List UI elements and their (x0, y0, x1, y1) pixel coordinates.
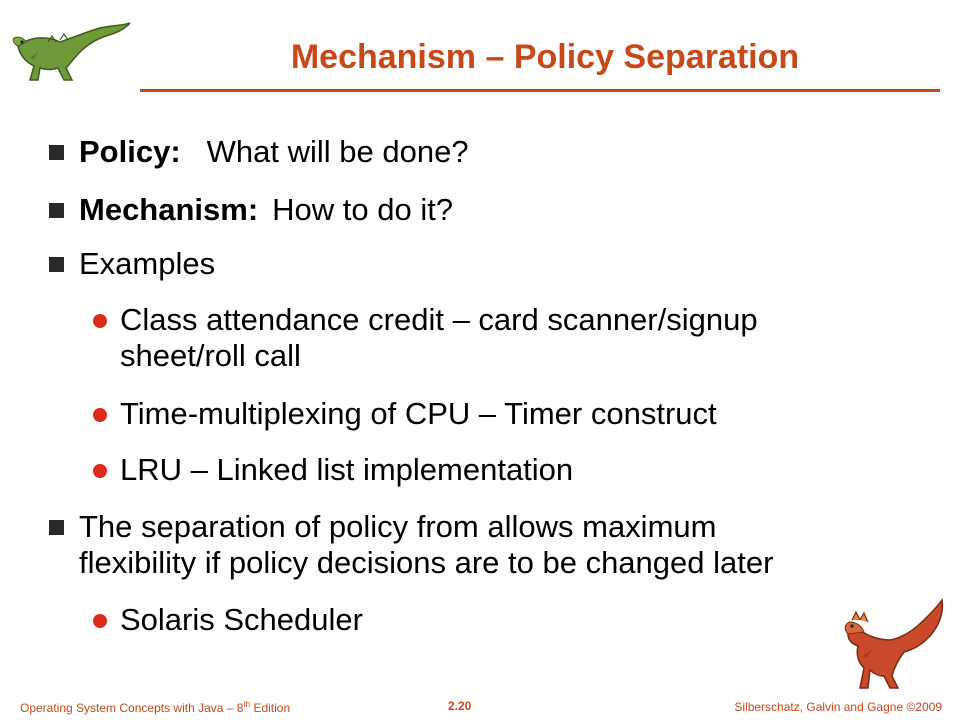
example-3-text: LRU – Linked list implementation (120, 452, 574, 487)
square-bullet-icon (49, 145, 64, 160)
square-bullet-icon (49, 520, 64, 535)
policy-text: What will be done? (206, 134, 469, 169)
example-1-line-2: sheet/roll call (120, 338, 301, 373)
footer-book-title: Operating System Concepts with Java – 8th Edition (20, 700, 291, 715)
example-2-text: Time-multiplexing of CPU – Timer construct (120, 396, 717, 431)
solaris-text: Solaris Scheduler (120, 602, 363, 637)
policy-label: Policy: (79, 134, 181, 169)
round-bullet-icon (93, 464, 107, 478)
square-bullet-icon (49, 203, 64, 218)
mechanism-text: How to do it? (272, 192, 454, 227)
mechanism-label: Mechanism: (79, 192, 259, 227)
separation-line-1: The separation of policy from allows maximum (79, 509, 717, 544)
examples-label: Examples (79, 246, 216, 281)
square-bullet-icon (49, 257, 64, 272)
round-bullet-icon (93, 314, 107, 328)
separation-line-2: flexibility if policy decisions are to be changed later (79, 545, 774, 580)
example-1-line-1: Class attendance credit – card scanner/signup (120, 302, 758, 337)
red-dinosaur-icon (838, 598, 948, 694)
footer-copyright: Silberschatz, Galvin and Gagne ©2009 (734, 700, 942, 714)
footer-page-number: 2.20 (448, 699, 472, 713)
round-bullet-icon (93, 614, 107, 628)
slide-title: Mechanism – Policy Separation (290, 38, 800, 76)
round-bullet-icon (93, 408, 107, 422)
